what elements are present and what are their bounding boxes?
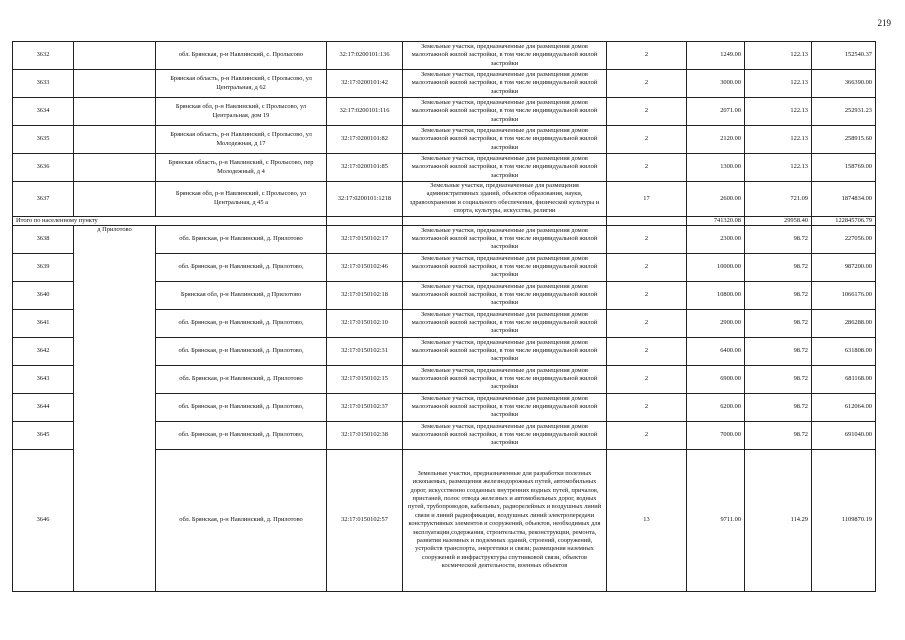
cadastral-value-cell: 252931.23 [812, 98, 876, 126]
address-cell: Брянская обл, р-н Навлинский, с Пролысово, ул Центральная, дом 19 [156, 98, 327, 126]
category-cell: 2 [607, 225, 687, 253]
land-use-cell: Земельные участки, предназначенные для размещения административных зданий, объектов образования, науки, здравоохранения и социального обеспечения, физической культуры и спорта, культуры, искусства, религии [403, 182, 607, 217]
cadastral-number-cell: 32:17:0200101:82 [327, 126, 403, 154]
land-use-cell: Земельные участки, предназначенные для размещения домов малоэтажной жилой застройки, в том числе индивидуальной жилой застройки [403, 281, 607, 309]
land-use-cell: Земельные участки, предназначенные для размещения домов малоэтажной жилой застройки, в том числе индивидуальной жилой застройки [403, 365, 607, 393]
table-row [13, 225, 876, 253]
address-cell: Брянская область, р-н Навлинский, с Пролысово, ул Центральная, д 62 [156, 70, 327, 98]
specific-value-cell: 98.72 [745, 253, 812, 281]
specific-value-cell: 98.72 [745, 309, 812, 337]
locality-cell [74, 182, 156, 217]
specific-value-cell: 98.72 [745, 337, 812, 365]
total-cost: 122845706.79 [812, 216, 876, 225]
address-cell: обл. Брянская, р-н Навлинский, д. Прилотово [156, 225, 327, 253]
area-cell: 2600.00 [687, 182, 745, 217]
cadastral-value-cell: 258915.60 [812, 126, 876, 154]
cadastral-number-cell: 32:17:0150102:10 [327, 309, 403, 337]
cadastral-number-cell: 32:17:0150102:57 [327, 449, 403, 591]
land-use-cell: Земельные участки, предназначенные для разработки полезных ископаемых, размещения железнодорожных путей, автомобильных дорог, искусственно созданных внутренних водных путей, причалов, пристаней, полос отвода железных и автомобильных дорог, водных путей, трубопроводов, кабельных, радиорелейных и воздушных линий связи и линий радиофикации, воздушных линий электропередачи конструктивных элементов и сооружений, объектов, необходимых для эксплуатации,содержания, строительства, реконструкции, ремонта, развития наземных и подземных зданий, строений, сооружений, устройств транспорта, энергетики и связи; размещения наземных сооружений и инфраструктуры спутниковой связи, объектов космической деятельности, военных объектов [403, 449, 607, 591]
category-cell: 2 [607, 309, 687, 337]
cadastral-value-cell: 987200.00 [812, 253, 876, 281]
category-cell: 2 [607, 154, 687, 182]
category-cell: 2 [607, 281, 687, 309]
area-cell: 9711.00 [687, 449, 745, 591]
address-cell: обл. Брянская, р-н Навлинский, с. Пролысово [156, 42, 327, 70]
row-number: 3646 [13, 449, 74, 591]
address-cell: обл. Брянская, р-н Навлинский, д. Прилотово [156, 365, 327, 393]
cadastral-number-cell: 32:17:0150102:18 [327, 281, 403, 309]
cadastral-value-cell: 152540.37 [812, 42, 876, 70]
cadastral-value-cell: 1066176.00 [812, 281, 876, 309]
total-area: 741320.08 [687, 216, 745, 225]
address-cell: обл. Брянская, р-н Навлинский, д. Прилотово, [156, 337, 327, 365]
table-row [13, 42, 876, 70]
area-cell: 10800.00 [687, 281, 745, 309]
area-cell: 6200.00 [687, 393, 745, 421]
land-use-cell: Земельные участки, предназначенные для размещения домов малоэтажной жилой застройки, в том числе индивидуальной жилой застройки [403, 70, 607, 98]
row-number: 3632 [13, 42, 74, 70]
cadastral-number-cell: 32:17:0200101:116 [327, 98, 403, 126]
cadastral-value-cell: 691040.00 [812, 421, 876, 449]
area-cell: 2120.00 [687, 126, 745, 154]
land-use-cell: Земельные участки, предназначенные для размещения домов малоэтажной жилой застройки, в том числе индивидуальной жилой застройки [403, 42, 607, 70]
specific-value-cell: 122.13 [745, 126, 812, 154]
area-cell: 1249.00 [687, 42, 745, 70]
row-number: 3644 [13, 393, 74, 421]
category-cell: 2 [607, 421, 687, 449]
area-cell: 3000.00 [687, 70, 745, 98]
specific-value-cell: 122.13 [745, 70, 812, 98]
cadastral-number-cell: 32:17:0150102:46 [327, 253, 403, 281]
locality-cell [74, 70, 156, 98]
cadastral-value-table [12, 41, 876, 592]
row-number: 3636 [13, 154, 74, 182]
specific-value-cell: 721.09 [745, 182, 812, 217]
cadastral-number-cell: 32:17:0200101:42 [327, 70, 403, 98]
address-cell: Брянская область, р-н Навлинский, с Пролысово, пер Молодежный, д 4 [156, 154, 327, 182]
cadastral-number-cell: 32:17:0150102:38 [327, 421, 403, 449]
cadastral-value-cell: 1874834.00 [812, 182, 876, 217]
cadastral-value-cell: 366390.00 [812, 70, 876, 98]
specific-value-cell: 114.29 [745, 449, 812, 591]
row-number: 3635 [13, 126, 74, 154]
row-number: 3640 [13, 281, 74, 309]
specific-value-cell: 122.13 [745, 42, 812, 70]
address-cell: обл. Брянская, р-н Навлинский, д. Прилотово, [156, 253, 327, 281]
total-label: Итого по населенному пункту [13, 216, 327, 225]
table-row [13, 126, 876, 154]
row-number: 3643 [13, 365, 74, 393]
locality-name: д Прилотово [74, 225, 156, 591]
address-cell: обл. Брянская, р-н Навлинский, д. Прилотово [156, 449, 327, 591]
locality-cell [74, 42, 156, 70]
land-use-cell: Земельные участки, предназначенные для размещения домов малоэтажной жилой застройки, в том числе индивидуальной жилой застройки [403, 126, 607, 154]
cadastral-value-cell: 631808.00 [812, 337, 876, 365]
cadastral-value-cell: 612064.00 [812, 393, 876, 421]
category-cell: 2 [607, 98, 687, 126]
category-cell: 2 [607, 253, 687, 281]
row-number: 3638 [13, 225, 74, 253]
cadastral-number-cell: 32:17:0150102:17 [327, 225, 403, 253]
area-cell: 2071.00 [687, 98, 745, 126]
area-cell: 10000.00 [687, 253, 745, 281]
row-number: 3642 [13, 337, 74, 365]
category-cell: 2 [607, 70, 687, 98]
row-number: 3634 [13, 98, 74, 126]
blank-cell [327, 216, 403, 225]
specific-value-cell: 98.72 [745, 365, 812, 393]
blank-cell [403, 216, 607, 225]
category-cell: 2 [607, 365, 687, 393]
locality-cell [74, 126, 156, 154]
land-use-cell: Земельные участки, предназначенные для размещения домов малоэтажной жилой застройки, в том числе индивидуальной жилой застройки [403, 98, 607, 126]
cadastral-value-cell: 681168.00 [812, 365, 876, 393]
land-use-cell: Земельные участки, предназначенные для размещения домов малоэтажной жилой застройки, в том числе индивидуальной жилой застройки [403, 253, 607, 281]
row-number: 3637 [13, 182, 74, 217]
area-cell: 2900.00 [687, 309, 745, 337]
locality-cell [74, 154, 156, 182]
cadastral-number-cell: 32:17:0200101:1218 [327, 182, 403, 217]
category-cell: 2 [607, 393, 687, 421]
category-cell: 17 [607, 182, 687, 217]
category-cell: 2 [607, 337, 687, 365]
area-cell: 1300.00 [687, 154, 745, 182]
table-row [13, 154, 876, 182]
specific-value-cell: 122.13 [745, 154, 812, 182]
address-cell: обл. Брянская, р-н Навлинский, д. Прилотово, [156, 393, 327, 421]
land-use-cell: Земельные участки, предназначенные для размещения домов малоэтажной жилой застройки, в том числе индивидуальной жилой застройки [403, 154, 607, 182]
specific-value-cell: 98.72 [745, 225, 812, 253]
cadastral-number-cell: 32:17:0200101:136 [327, 42, 403, 70]
address-cell: Брянская обл, р-н Навлинский, д Прилотово [156, 281, 327, 309]
land-use-cell: Земельные участки, предназначенные для размещения домов малоэтажной жилой застройки, в том числе индивидуальной жилой застройки [403, 421, 607, 449]
address-cell: обл. Брянская, р-н Навлинский, д. Прилотово, [156, 421, 327, 449]
row-number: 3633 [13, 70, 74, 98]
cadastral-number-cell: 32:17:0200101:85 [327, 154, 403, 182]
land-use-cell: Земельные участки, предназначенные для размещения домов малоэтажной жилой застройки, в том числе индивидуальной жилой застройки [403, 393, 607, 421]
row-number: 3645 [13, 421, 74, 449]
address-cell: Брянская обл, р-н Навлинский, с Пролысово, ул Центральная, д 45 а [156, 182, 327, 217]
table-row [13, 70, 876, 98]
cadastral-value-cell: 1109870.19 [812, 449, 876, 591]
locality-cell [74, 98, 156, 126]
address-cell: Брянская область, р-н Навлинский, с Пролысово, ул Молодежная, д 17 [156, 126, 327, 154]
specific-value-cell: 122.13 [745, 98, 812, 126]
cadastral-value-cell: 158769.00 [812, 154, 876, 182]
table-row [13, 182, 876, 217]
table-row [13, 98, 876, 126]
locality-total-row [13, 216, 876, 225]
specific-value-cell: 98.72 [745, 393, 812, 421]
area-cell: 6400.00 [687, 337, 745, 365]
area-cell: 6900.00 [687, 365, 745, 393]
row-number: 3641 [13, 309, 74, 337]
specific-value-cell: 98.72 [745, 421, 812, 449]
category-cell: 2 [607, 126, 687, 154]
land-use-cell: Земельные участки, предназначенные для размещения домов малоэтажной жилой застройки, в том числе индивидуальной жилой застройки [403, 337, 607, 365]
category-cell: 13 [607, 449, 687, 591]
cadastral-value-cell: 286288.00 [812, 309, 876, 337]
specific-value-cell: 98.72 [745, 281, 812, 309]
area-cell: 7000.00 [687, 421, 745, 449]
cadastral-value-cell: 227056.00 [812, 225, 876, 253]
cadastral-number-cell: 32:17:0150102:31 [327, 337, 403, 365]
total-rate: 29958.40 [745, 216, 812, 225]
land-use-cell: Земельные участки, предназначенные для размещения домов малоэтажной жилой застройки, в том числе индивидуальной жилой застройки [403, 309, 607, 337]
area-cell: 2300.00 [687, 225, 745, 253]
cadastral-number-cell: 32:17:0150102:37 [327, 393, 403, 421]
land-use-cell: Земельные участки, предназначенные для размещения домов малоэтажной жилой застройки, в том числе индивидуальной жилой застройки [403, 225, 607, 253]
blank-cell [607, 216, 687, 225]
address-cell: обл. Брянская, р-н Навлинский, д. Прилотово, [156, 309, 327, 337]
cadastral-number-cell: 32:17:0150102:15 [327, 365, 403, 393]
row-number: 3639 [13, 253, 74, 281]
category-cell: 2 [607, 42, 687, 70]
page-number: 219 [877, 18, 891, 28]
